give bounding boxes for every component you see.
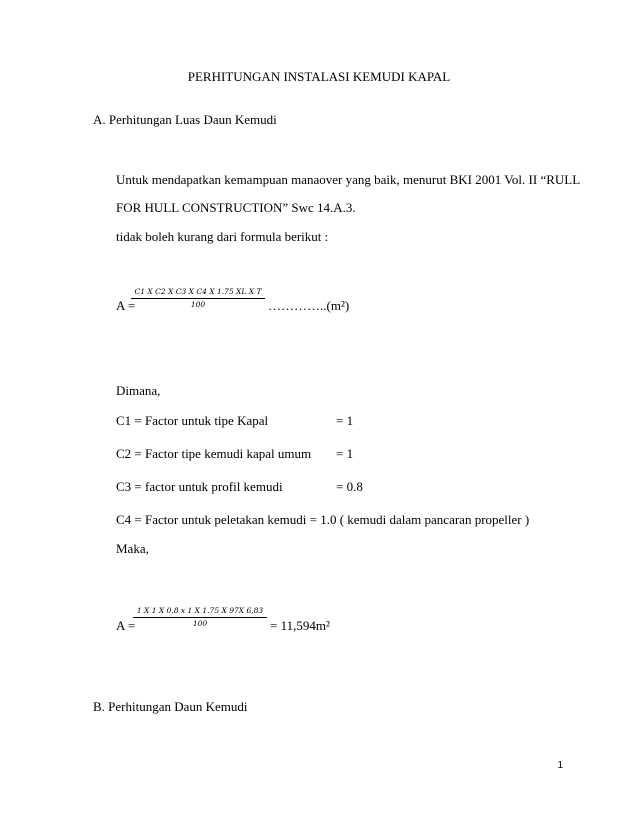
formula-1-numerator: C1 X C2 X C3 X C4 X 1.75 XL X T	[134, 287, 262, 296]
paragraph-line-2: FOR HULL CONSTRUCTION” Swc 14.A.3.	[116, 200, 356, 215]
formula-2-rhs: = 11,594m²	[270, 618, 330, 633]
factor-c2-value: = 1	[336, 446, 354, 461]
document-title: PERHITUNGAN INSTALASI KEMUDI KAPAL	[187, 69, 451, 84]
formula-2-lhs: A =	[116, 618, 136, 633]
factor-c3-value: = 0.8	[336, 479, 363, 494]
dimana-label: Dimana,	[116, 383, 161, 398]
formula-2-numerator: 1 X 1 X 0.8 x 1 X 1.75 X 97X 6,83	[136, 606, 264, 615]
section-b-heading: B. Perhitungan Daun Kemudi	[93, 699, 248, 714]
formula-2-fraction	[133, 606, 267, 628]
section-a-heading: A. Perhitungan Luas Daun Kemudi	[93, 112, 277, 127]
factor-c4-line: C4 = Factor untuk peletakan kemudi = 1.0 ( kemudi dalam pancaran propeller )	[116, 512, 530, 527]
maka-label: Maka,	[116, 541, 149, 556]
formula-1-lhs: A =	[116, 298, 136, 313]
paragraph-line-1: Untuk mendapatkan kemampuan manaover yang baik, menurut BKI 2001 Vol. II “RULL	[116, 172, 581, 187]
paragraph-line-3: tidak boleh kurang dari formula berikut :	[116, 229, 329, 244]
factor-c2-label: C2 = Factor tipe kemudi kapal umum	[116, 446, 312, 461]
formula-1-fraction	[131, 287, 265, 309]
formula-1-fraction-bar	[131, 298, 265, 299]
factor-c1-value: = 1	[336, 413, 354, 428]
formula-1-rhs: …………..(m²)	[268, 298, 350, 313]
factor-c3-label: C3 = factor untuk profil kemudi	[116, 479, 283, 494]
factor-c1-label: C1 = Factor untuk tipe Kapal	[116, 413, 269, 428]
page-number: 1	[557, 760, 563, 771]
formula-2-fraction-bar	[133, 617, 267, 618]
formula-2-denominator: 100	[192, 619, 208, 628]
formula-1-denominator: 100	[190, 300, 206, 309]
